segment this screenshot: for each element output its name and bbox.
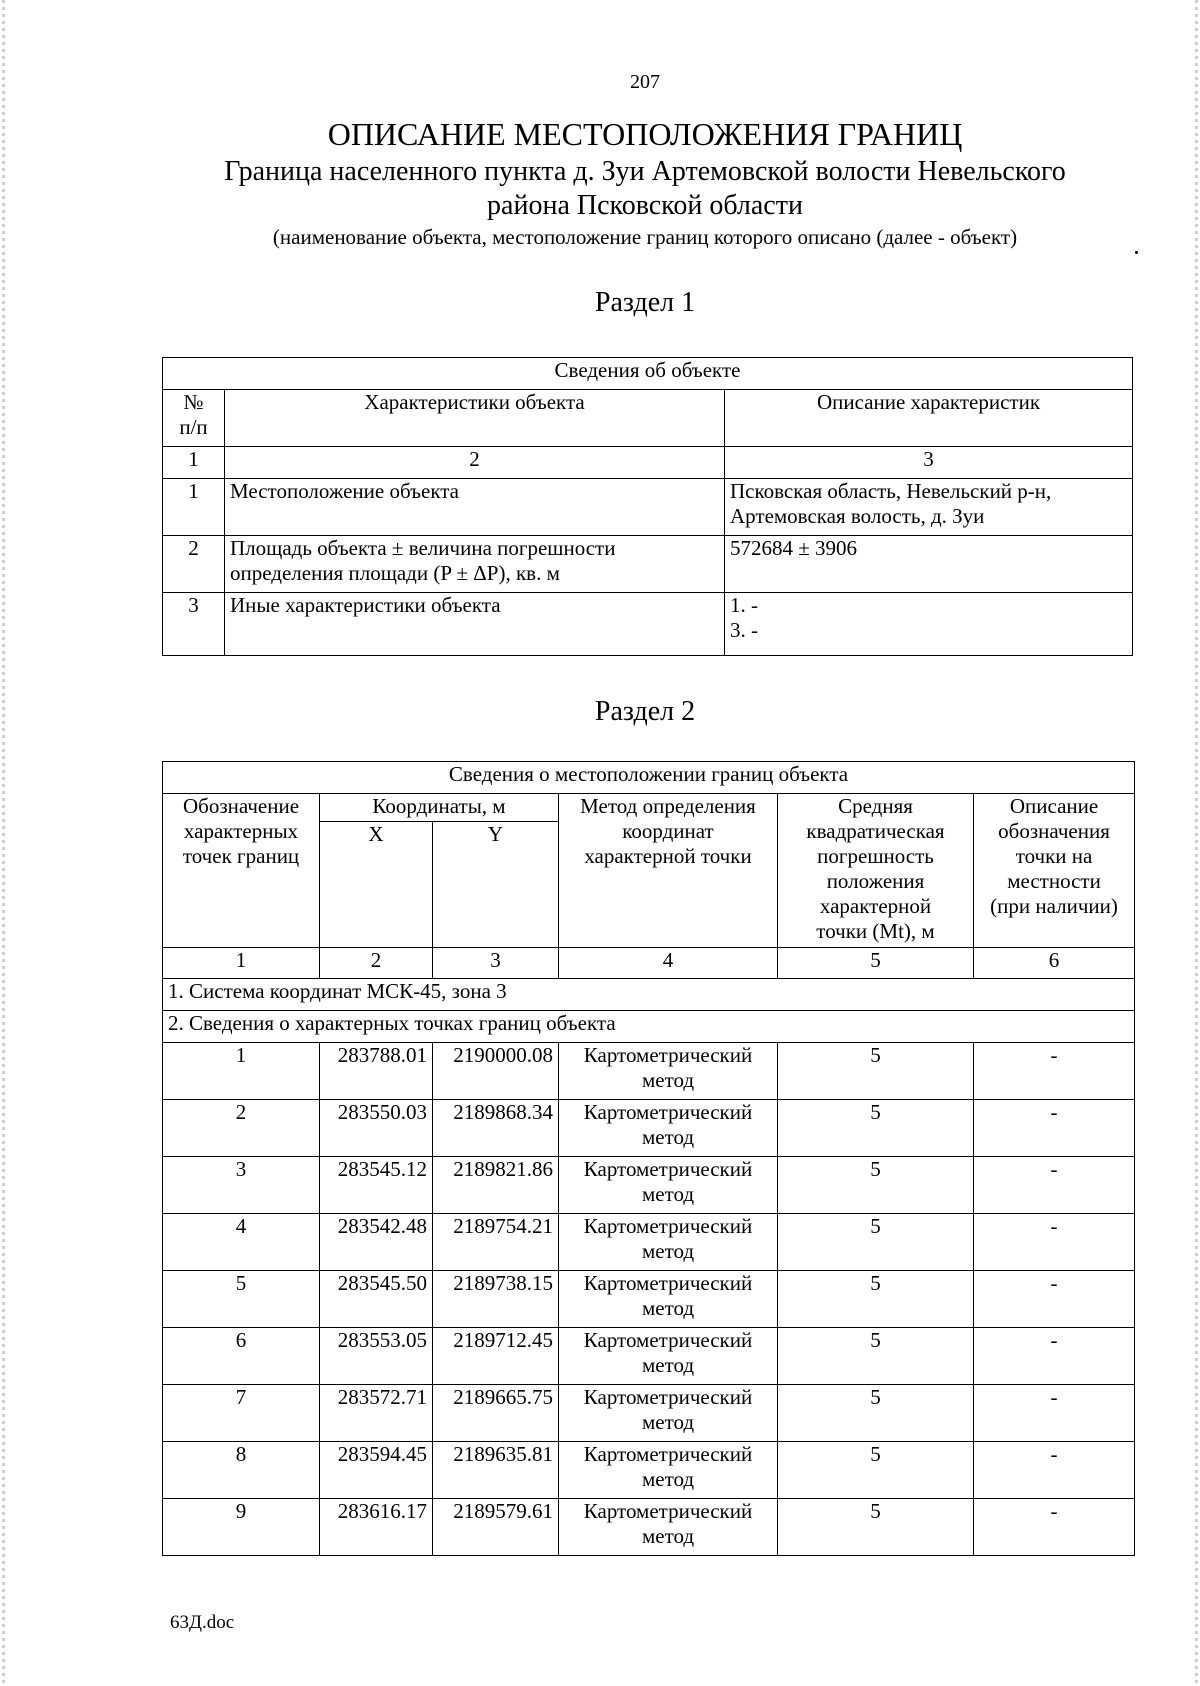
- point-id: 9: [163, 1499, 320, 1556]
- point-x: 283542.48: [320, 1214, 433, 1271]
- point-method: [559, 1157, 778, 1214]
- point-method: [559, 1499, 778, 1556]
- header-line: Обозначение: [182, 794, 300, 818]
- header-line: Метод определения: [580, 794, 756, 818]
- scan-edge-right: [1195, 0, 1198, 1686]
- header-y: Y: [433, 822, 559, 948]
- column-number: 6: [974, 948, 1135, 979]
- point-error: 5: [778, 1214, 974, 1271]
- header-error: [778, 794, 974, 948]
- header-x: X: [320, 822, 433, 948]
- point-x: 283594.45: [320, 1442, 433, 1499]
- row-number: 1: [163, 479, 225, 536]
- table-row: [163, 1271, 1135, 1328]
- point-id: 7: [163, 1385, 320, 1442]
- point-y: 2189738.15: [433, 1271, 559, 1328]
- point-error: 5: [778, 1157, 974, 1214]
- point-method-line: Картометрический: [583, 1499, 753, 1523]
- characteristic-value: [725, 593, 1133, 656]
- header-line: обозначения: [998, 819, 1110, 843]
- characteristic-name: [225, 536, 725, 593]
- point-error: 5: [778, 1499, 974, 1556]
- section-2-title: Раздел 2: [594, 696, 696, 727]
- characteristic-name-line: Площадь объекта ± величина погрешности: [230, 536, 616, 560]
- header-line: местности: [1007, 869, 1101, 893]
- table-row: [163, 1157, 1135, 1214]
- characteristic-name-line: Местоположение объекта: [230, 479, 460, 503]
- characteristic-value-line: Псковская область, Невельский р-н,: [730, 479, 1052, 503]
- table-header-row: [163, 390, 1133, 447]
- point-method: [559, 1214, 778, 1271]
- point-description: -: [974, 1385, 1135, 1442]
- point-y: 2190000.08: [433, 1043, 559, 1100]
- header-number-line-1: №: [183, 390, 204, 414]
- point-method-line: метод: [641, 1296, 695, 1320]
- point-y: 2189579.61: [433, 1499, 559, 1556]
- point-description: -: [974, 1043, 1135, 1100]
- point-method-line: Картометрический: [583, 1214, 753, 1238]
- points-heading: 2. Сведения о характерных точках границ объекта: [163, 1011, 1135, 1043]
- point-method-line: Картометрический: [583, 1100, 753, 1124]
- characteristic-value: [725, 479, 1133, 536]
- column-number-row: [163, 948, 1135, 979]
- subtitle-line-1: Граница населенного пункта д. Зуи Артемовской волости Невельского: [224, 156, 1066, 187]
- characteristic-value-line: 3. -: [730, 618, 758, 642]
- point-description: -: [974, 1271, 1135, 1328]
- table-row: [163, 1385, 1135, 1442]
- column-number: 3: [433, 948, 559, 979]
- point-method-line: Картометрический: [583, 1043, 753, 1067]
- header-description: Описание характеристик: [725, 390, 1133, 447]
- header-line: квадратическая: [806, 819, 945, 843]
- point-method-line: Картометрический: [583, 1271, 753, 1295]
- point-x: 283788.01: [320, 1043, 433, 1100]
- header-line: положения: [826, 869, 925, 893]
- point-x: 283553.05: [320, 1328, 433, 1385]
- point-y: 2189868.34: [433, 1100, 559, 1157]
- column-number: 5: [778, 948, 974, 979]
- point-method: [559, 1100, 778, 1157]
- column-number-row: [163, 447, 1133, 479]
- point-id: 3: [163, 1157, 320, 1214]
- table-title-row: [163, 762, 1135, 794]
- header-line: характерной: [819, 894, 932, 918]
- point-method-line: метод: [641, 1068, 695, 1092]
- point-id: 4: [163, 1214, 320, 1271]
- point-error: 5: [778, 1100, 974, 1157]
- coordinate-system-row: [163, 979, 1135, 1011]
- point-method-line: метод: [641, 1353, 695, 1377]
- points-heading-row: [163, 1011, 1135, 1043]
- point-id: 1: [163, 1043, 320, 1100]
- point-error: 5: [778, 1043, 974, 1100]
- point-y: 2189754.21: [433, 1214, 559, 1271]
- point-description: -: [974, 1328, 1135, 1385]
- table-row: [163, 1442, 1135, 1499]
- header-point-designation: [163, 794, 320, 948]
- point-method-line: Картометрический: [583, 1385, 753, 1409]
- table-title-row: [163, 358, 1133, 390]
- point-x: 283545.12: [320, 1157, 433, 1214]
- column-number: 2: [225, 447, 725, 479]
- point-method: [559, 1328, 778, 1385]
- point-error: 5: [778, 1442, 974, 1499]
- column-number: 1: [163, 948, 320, 979]
- header-line: погрешность: [817, 844, 934, 868]
- point-x: 283545.50: [320, 1271, 433, 1328]
- point-y: 2189665.75: [433, 1385, 559, 1442]
- header-line: Средняя: [838, 794, 913, 818]
- subtitle-line-2: района Псковской области: [487, 190, 803, 221]
- point-method-line: метод: [641, 1410, 695, 1434]
- point-method: [559, 1043, 778, 1100]
- table-row: [163, 593, 1133, 656]
- point-method-line: Картометрический: [583, 1328, 753, 1352]
- point-error: 5: [778, 1271, 974, 1328]
- point-id: 2: [163, 1100, 320, 1157]
- table-title: Сведения об объекте: [163, 358, 1133, 390]
- point-method: [559, 1385, 778, 1442]
- point-id: 8: [163, 1442, 320, 1499]
- document-title: ОПИСАНИЕ МЕСТОПОЛОЖЕНИЯ ГРАНИЦ: [327, 116, 963, 152]
- footer-filename: 63Д.doc: [170, 1612, 235, 1633]
- characteristic-name: [225, 479, 725, 536]
- point-error: 5: [778, 1385, 974, 1442]
- point-x: 283616.17: [320, 1499, 433, 1556]
- header-line: точки на: [1015, 844, 1093, 868]
- table-title: Сведения о местоположении границ объекта: [163, 762, 1135, 794]
- row-number: 3: [163, 593, 225, 656]
- column-number: 4: [559, 948, 778, 979]
- characteristic-name: [225, 593, 725, 656]
- boundary-points-table: [162, 761, 1135, 1556]
- point-method: [559, 1442, 778, 1499]
- table-header-row: [163, 794, 1135, 822]
- header-method: [559, 794, 778, 948]
- table-row: [163, 1328, 1135, 1385]
- table-row: [163, 1214, 1135, 1271]
- table-row: [163, 1100, 1135, 1157]
- characteristic-value-line: 1. -: [730, 593, 758, 617]
- coordinate-system: 1. Система координат МСК-45, зона 3: [163, 979, 1135, 1011]
- row-number: 2: [163, 536, 225, 593]
- header-line: точки (Mt), м: [816, 919, 935, 943]
- header-coordinates: Координаты, м: [320, 794, 559, 822]
- point-method-line: метод: [641, 1125, 695, 1149]
- point-method-line: метод: [641, 1524, 695, 1548]
- scan-edge-left: [2, 0, 5, 1686]
- characteristic-value: [725, 536, 1133, 593]
- point-id: 5: [163, 1271, 320, 1328]
- characteristic-name-line: Иные характеристики объекта: [230, 593, 501, 617]
- header-number-line-2: п/п: [179, 415, 208, 439]
- point-x: 283572.71: [320, 1385, 433, 1442]
- point-method: [559, 1271, 778, 1328]
- table-row: [163, 1499, 1135, 1556]
- header-number: [163, 390, 225, 447]
- characteristic-value-line: 572684 ± 3906: [730, 536, 858, 560]
- point-description: -: [974, 1157, 1135, 1214]
- column-number: 3: [725, 447, 1133, 479]
- point-method-line: Картометрический: [583, 1157, 753, 1181]
- header-characteristics: Характеристики объекта: [225, 390, 725, 447]
- column-number: 2: [320, 948, 433, 979]
- header-line: характерных: [183, 819, 299, 843]
- header-description: [974, 794, 1135, 948]
- header-line: (при наличии): [990, 894, 1118, 918]
- point-method-line: Картометрический: [583, 1442, 753, 1466]
- column-number: 1: [163, 447, 225, 479]
- scan-dot: [1135, 251, 1138, 254]
- table-row: [163, 479, 1133, 536]
- object-caption: (наименование объекта, местоположение границ которого описано (далее - объект): [272, 225, 1018, 249]
- characteristic-value-line: Артемовская волость, д. Зуи: [730, 504, 985, 528]
- point-y: 2189821.86: [433, 1157, 559, 1214]
- point-id: 6: [163, 1328, 320, 1385]
- characteristic-name-line: определения площади (P ± ΔP), кв. м: [230, 561, 560, 585]
- point-x: 283550.03: [320, 1100, 433, 1157]
- header-line: характерной точки: [584, 844, 752, 868]
- header-line: точек границ: [182, 844, 300, 868]
- point-y: 2189712.45: [433, 1328, 559, 1385]
- point-method-line: метод: [641, 1239, 695, 1263]
- point-description: -: [974, 1100, 1135, 1157]
- point-method-line: метод: [641, 1182, 695, 1206]
- table-row: [163, 536, 1133, 593]
- document-subtitle: [0, 155, 1200, 223]
- point-y: 2189635.81: [433, 1442, 559, 1499]
- points-body: [163, 1043, 1135, 1556]
- table-row: [163, 1043, 1135, 1100]
- object-info-table: [162, 357, 1133, 656]
- header-line: Описание: [1009, 794, 1099, 818]
- point-error: 5: [778, 1328, 974, 1385]
- point-description: -: [974, 1499, 1135, 1556]
- header-line: координат: [622, 819, 714, 843]
- point-description: -: [974, 1214, 1135, 1271]
- page-number: 207: [630, 71, 660, 93]
- point-method-line: метод: [641, 1467, 695, 1491]
- point-description: -: [974, 1442, 1135, 1499]
- section-1-title: Раздел 1: [594, 287, 696, 318]
